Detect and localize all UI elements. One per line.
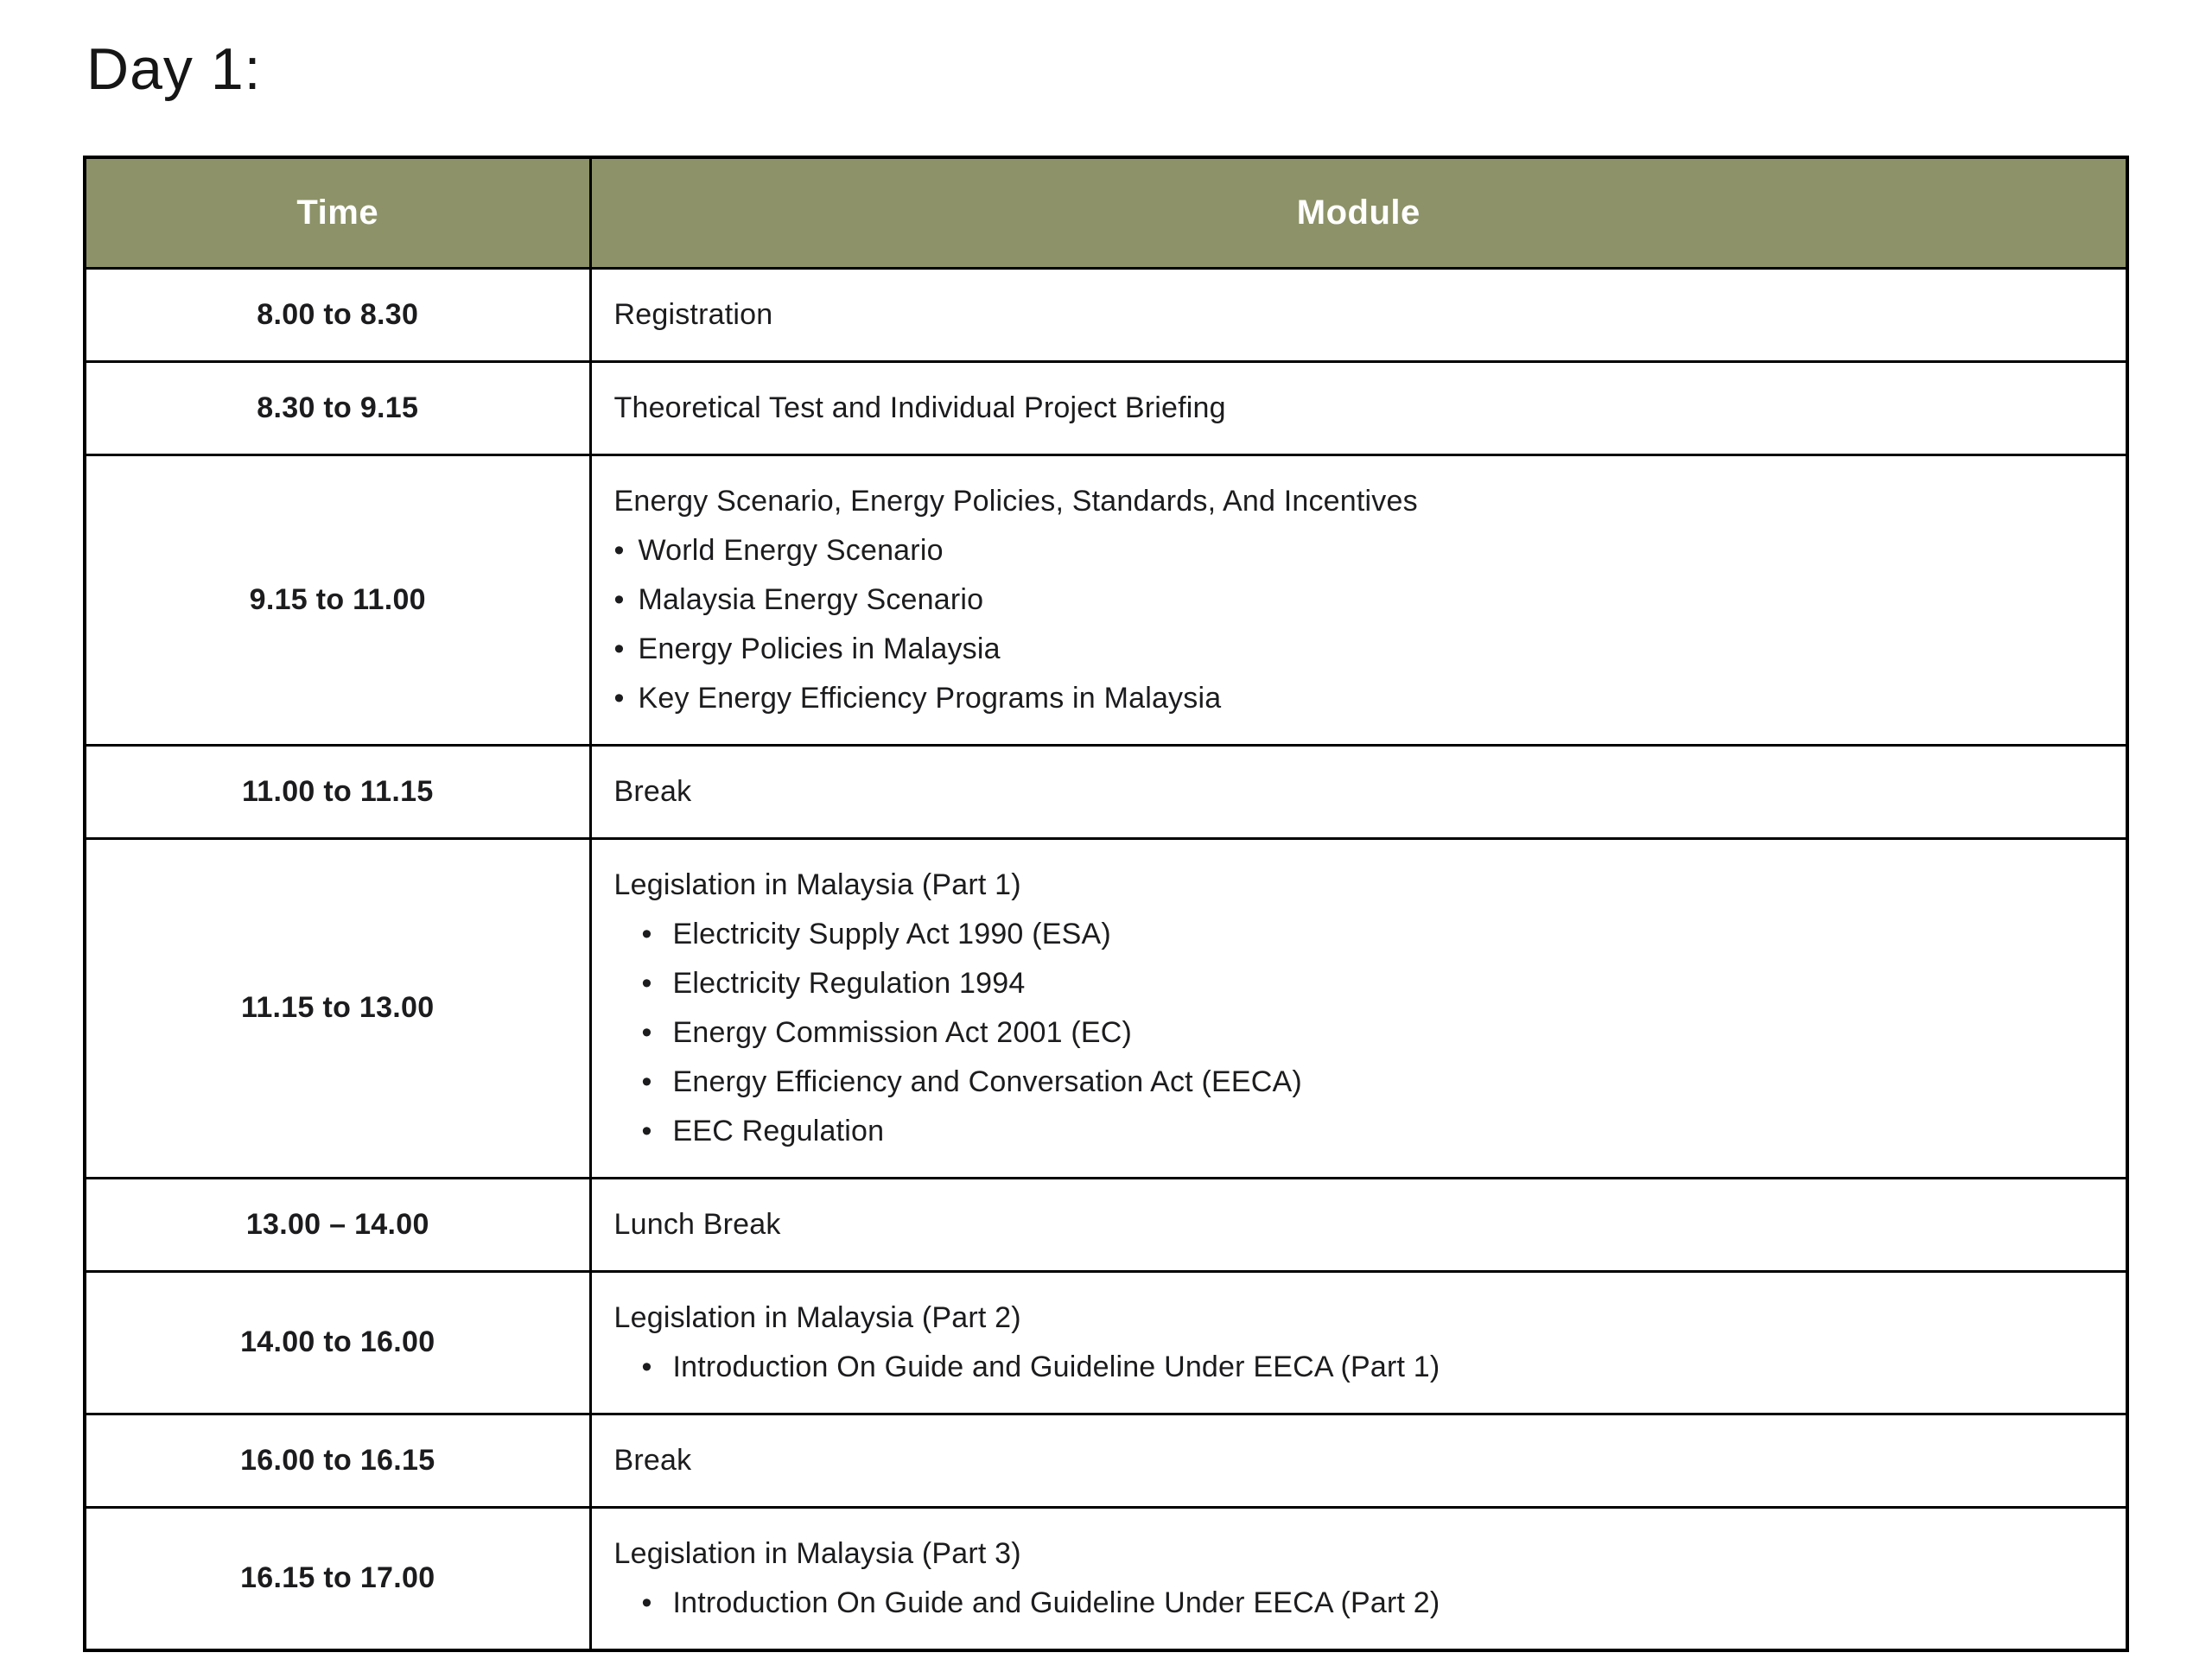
bullet-text: Introduction On Guide and Guideline Under EECA (Part 1) (672, 1350, 1440, 1383)
module-cell (590, 1414, 2127, 1507)
module-title: Theoretical Test and Individual Project Briefing (613, 391, 1226, 424)
module-cell (590, 838, 2127, 1178)
table-row (85, 838, 2127, 1178)
bullet-text: Energy Policies in Malaysia (638, 632, 1001, 665)
module-cell (590, 361, 2127, 454)
module-title: Energy Scenario, Energy Policies, Standards, And Incentives (613, 484, 1418, 518)
module-cell (590, 1178, 2127, 1271)
bullet-icon: • (641, 1114, 652, 1147)
bullet-text: Energy Efficiency and Conversation Act (EECA) (672, 1065, 1302, 1098)
module-title: Legislation in Malaysia (Part 1) (613, 868, 1021, 901)
time-cell: 13.00 – 14.00 (85, 1178, 590, 1271)
module-title: Legislation in Malaysia (Part 2) (613, 1300, 1021, 1334)
table-row (85, 454, 2127, 745)
time-cell: 14.00 to 16.00 (85, 1271, 590, 1414)
bullet-text: Electricity Regulation 1994 (672, 966, 1026, 1000)
bullet-icon: • (641, 1350, 652, 1383)
module-title: Registration (613, 297, 773, 331)
bullet-icon: • (613, 632, 625, 665)
bullet-text: Introduction On Guide and Guideline Under EECA (Part 2) (672, 1586, 1440, 1619)
schedule-table-body (85, 268, 2127, 1650)
module-bullet-item (614, 1008, 2101, 1058)
page-title: Day 1: (86, 36, 262, 102)
table-row (85, 1178, 2127, 1271)
module-cell (590, 745, 2127, 838)
module-bullet-item (614, 1579, 2101, 1628)
bullet-text: Malaysia Energy Scenario (638, 582, 984, 616)
schedule-table (83, 156, 2129, 1652)
module-title: Lunch Break (613, 1207, 781, 1241)
bullet-text: World Energy Scenario (638, 533, 944, 567)
time-cell: 9.15 to 11.00 (85, 454, 590, 745)
bullet-text: Energy Commission Act 2001 (EC) (672, 1015, 1133, 1049)
bullet-icon: • (641, 966, 652, 1000)
time-cell: 8.00 to 8.30 (85, 268, 590, 361)
module-cell (590, 268, 2127, 361)
table-row (85, 1414, 2127, 1507)
bullet-icon: • (613, 533, 625, 567)
bullet-icon: • (613, 681, 625, 715)
module-title: Break (613, 774, 692, 808)
module-cell (590, 454, 2127, 745)
time-cell: 8.30 to 9.15 (85, 361, 590, 454)
module-bullet-item (614, 674, 2101, 723)
bullet-icon: • (641, 1065, 652, 1098)
time-cell: 11.00 to 11.15 (85, 745, 590, 838)
module-cell (590, 1507, 2127, 1650)
time-cell: 16.00 to 16.15 (85, 1414, 590, 1507)
bullet-text: EEC Regulation (672, 1114, 885, 1147)
module-cell (590, 1271, 2127, 1414)
module-bullet-item (614, 575, 2101, 625)
time-cell: 11.15 to 13.00 (85, 838, 590, 1178)
module-bullet-item (614, 1058, 2101, 1107)
module-bullet-item (614, 1343, 2101, 1392)
table-row (85, 1271, 2127, 1414)
column-header-module: Module (590, 157, 2127, 268)
module-bullet-item (614, 959, 2101, 1008)
module-bullet-item (614, 625, 2101, 674)
bullet-text: Key Energy Efficiency Programs in Malaysia (638, 681, 1222, 715)
module-bullet-item (614, 1107, 2101, 1156)
module-title: Legislation in Malaysia (Part 3) (613, 1536, 1021, 1570)
module-bullet-item (614, 910, 2101, 959)
bullet-icon: • (641, 1015, 652, 1049)
module-title: Break (613, 1443, 692, 1477)
bullet-icon: • (613, 582, 625, 616)
header-row (85, 157, 2127, 268)
bullet-text: Electricity Supply Act 1990 (ESA) (672, 917, 1111, 950)
module-bullet-item (614, 526, 2101, 575)
table-row (85, 268, 2127, 361)
table-row (85, 745, 2127, 838)
time-cell: 16.15 to 17.00 (85, 1507, 590, 1650)
bullet-icon: • (641, 917, 652, 950)
table-row (85, 361, 2127, 454)
column-header-time: Time (85, 157, 590, 268)
table-row (85, 1507, 2127, 1650)
bullet-icon: • (641, 1586, 652, 1619)
